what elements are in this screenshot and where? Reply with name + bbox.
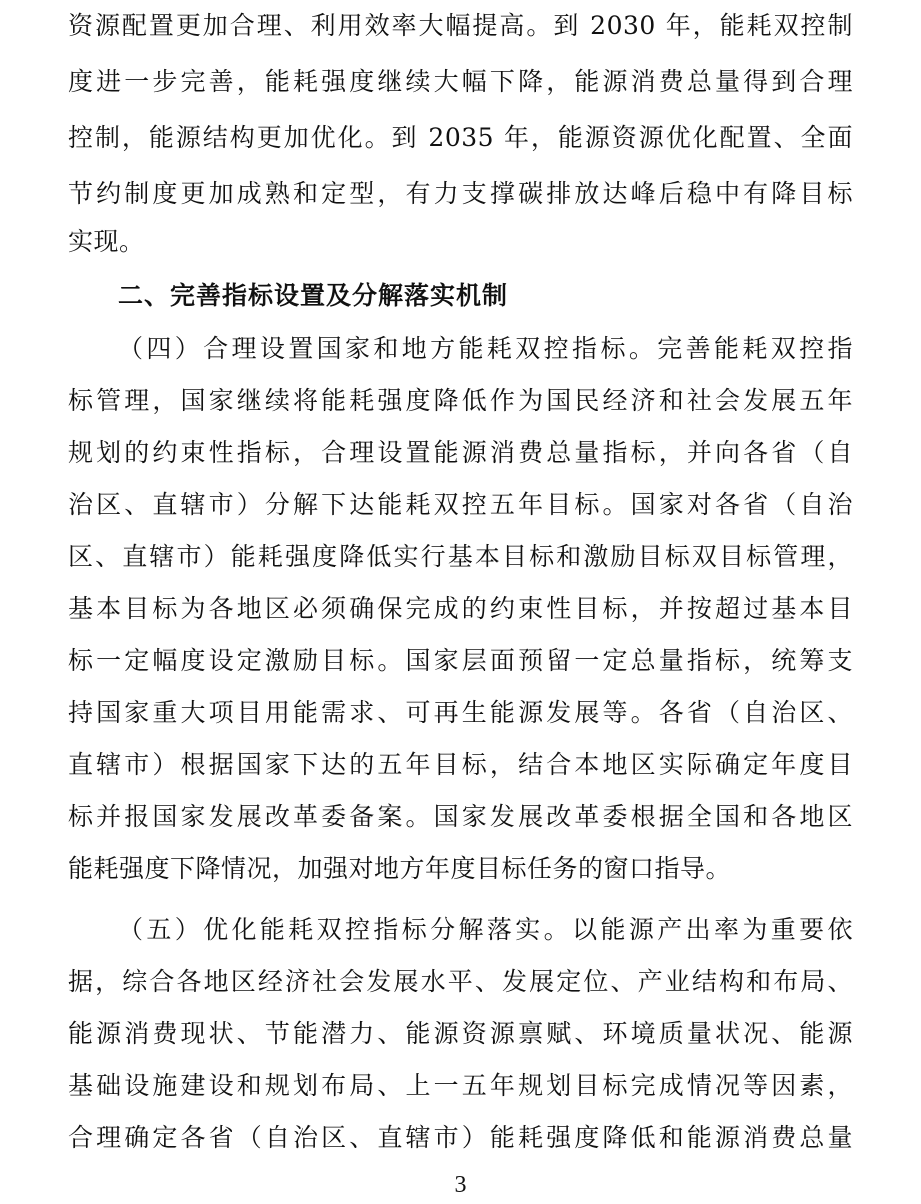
item-4-title: （四）合理设置国家和地方能耗双控指标。	[118, 334, 658, 363]
paragraph-line: 能耗强度下降情况，加强对地方年度目标任务的窗口指导。	[68, 854, 732, 883]
item-5-title: （五）优化能耗双控指标分解落实。	[118, 915, 573, 944]
item-5-first-line-rest: 以能源产出率为重要依	[572, 915, 853, 944]
paragraph-line: 基础设施建设和规划布局、上一五年规划目标完成情况等因素，	[68, 1071, 853, 1100]
item-4-first-line	[118, 329, 853, 369]
paragraph-line: 资源配置更加合理、利用效率大幅提高。到 2030 年，能耗双控制	[68, 11, 853, 40]
paragraph-line: 持国家重大项目用能需求、可再生能源发展等。各省（自治区、	[68, 698, 853, 727]
paragraph-line: 区、直辖市）能耗强度降低实行基本目标和激励目标双目标管理，	[68, 542, 853, 571]
paragraph-line: 标并报国家发展改革委备案。国家发展改革委根据全国和各地区	[68, 802, 853, 831]
paragraph-line: 直辖市）根据国家下达的五年目标，结合本地区实际确定年度目	[68, 750, 853, 779]
section-heading: 二、完善指标设置及分解落实机制	[118, 281, 509, 310]
paragraph-line: 据，综合各地区经济社会发展水平、发展定位、产业结构和布局、	[68, 967, 853, 996]
paragraph-line: 标管理，国家继续将能耗强度降低作为国民经济和社会发展五年	[68, 386, 853, 415]
paragraph-line: 基本目标为各地区必须确保完成的约束性目标，并按超过基本目	[68, 594, 853, 623]
paragraph-line: 实现。	[68, 227, 145, 256]
paragraph-line: 合理确定各省（自治区、直辖市）能耗强度降低和能源消费总量	[68, 1123, 853, 1152]
paragraph-line: 能源消费现状、节能潜力、能源资源禀赋、环境质量状况、能源	[68, 1019, 853, 1048]
item-4-first-line-rest: 完善能耗双控指	[657, 334, 853, 363]
page-number: 3	[454, 1172, 467, 1198]
paragraph-line: 治区、直辖市）分解下达能耗双控五年目标。国家对各省（自治	[68, 490, 853, 519]
paragraph-line: 规划的约束性指标，合理设置能源消费总量指标，并向各省（自	[68, 438, 853, 467]
paragraph-line: 度进一步完善，能耗强度继续大幅下降，能源消费总量得到合理	[68, 67, 853, 96]
paragraph-line: 节约制度更加成熟和定型，有力支撑碳排放达峰后稳中有降目标	[68, 179, 853, 208]
paragraph-line: 标一定幅度设定激励目标。国家层面预留一定总量指标，统筹支	[68, 646, 853, 675]
item-5-first-line	[118, 910, 853, 950]
paragraph-line: 控制，能源结构更加优化。到 2035 年，能源资源优化配置、全面	[68, 123, 853, 152]
